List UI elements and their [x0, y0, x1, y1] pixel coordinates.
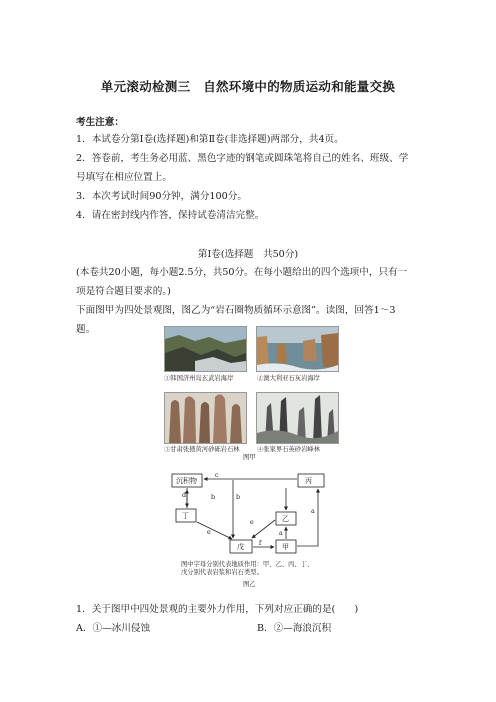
notice-item: 2．答卷前，考生务必用蓝、黑色字迹的钢笔或圆珠笔将自己的姓名、班级、学: [76, 153, 409, 164]
box-bing-label: 丙: [305, 477, 312, 485]
photo-caption: ①韩国济州岛玄武岩海岸: [164, 375, 234, 382]
notice-heading: 考生注意：: [76, 117, 124, 128]
diagram-note: 戊分别代表岩浆和岩石类型。: [181, 569, 263, 576]
arrow-label-e: e: [250, 519, 254, 526]
section-description: (本卷共20小题，每小题2.5分，共50分。在每小题给出的四个选项中，只有一: [76, 267, 408, 278]
box-yi-label: 乙: [282, 515, 289, 523]
arrow-label-e: e: [207, 529, 211, 536]
figure-a-label: 图甲: [243, 454, 256, 461]
question-1: 1．关于图甲中四处景观的主要外力作用，下列对应正确的是( ): [76, 604, 359, 615]
section-heading: 第Ⅰ卷(选择题 共50分): [197, 249, 299, 260]
page-title: 单元滚动检测三 自然环境中的物质运动和能量交换: [100, 79, 396, 94]
box-sediment-label: 沉积物: [176, 477, 197, 485]
photo-caption: ④张家界石英砂岩峰林: [257, 446, 320, 453]
arrow-label-b: b: [236, 494, 241, 501]
arrow-label-c: c: [215, 472, 219, 479]
option-b: B．②—海浪沉积: [257, 623, 332, 634]
question-stem: 题。: [76, 324, 96, 335]
notice-item: 号填写在相应位置上。: [76, 172, 172, 183]
photo-caption: ③甘肃张掖黄河砂砾岩石林: [164, 446, 240, 453]
diagram-note: 图中字母分别代表地质作用：甲、乙、丙、丁、: [181, 561, 314, 568]
box-wu-label: 戊: [237, 543, 244, 551]
box-ding-label: 丁: [182, 512, 189, 520]
notice-item: 1．本试卷分第Ⅰ卷(选择题)和第Ⅱ卷(非选择题)两部分，共4页。: [76, 134, 344, 145]
question-stem: 下面图甲为四处景观图，图乙为“岩石圈物质循环示意图”。读图，回答1～3: [76, 305, 396, 316]
arrow-label-d: d: [182, 492, 187, 499]
arrow-label-a: a: [311, 508, 315, 515]
photo-caption: ②澳大利亚石灰岩海岸: [257, 375, 320, 382]
box-jia-label: 甲: [282, 543, 289, 551]
arrow-label-f: f: [259, 540, 262, 547]
notice-item: 4．请在密封线内作答，保持试卷清洁完整。: [76, 210, 265, 221]
arrow-label-b: b: [211, 494, 216, 501]
figure-b-label: 图乙: [243, 581, 256, 588]
notice-item: 3．本次考试时间90分钟，满分100分。: [76, 191, 247, 202]
option-a: A．①—冰川侵蚀: [76, 623, 151, 634]
section-description: 项是符合题目要求的。): [76, 286, 171, 297]
arrow-label-a: a: [279, 530, 283, 537]
